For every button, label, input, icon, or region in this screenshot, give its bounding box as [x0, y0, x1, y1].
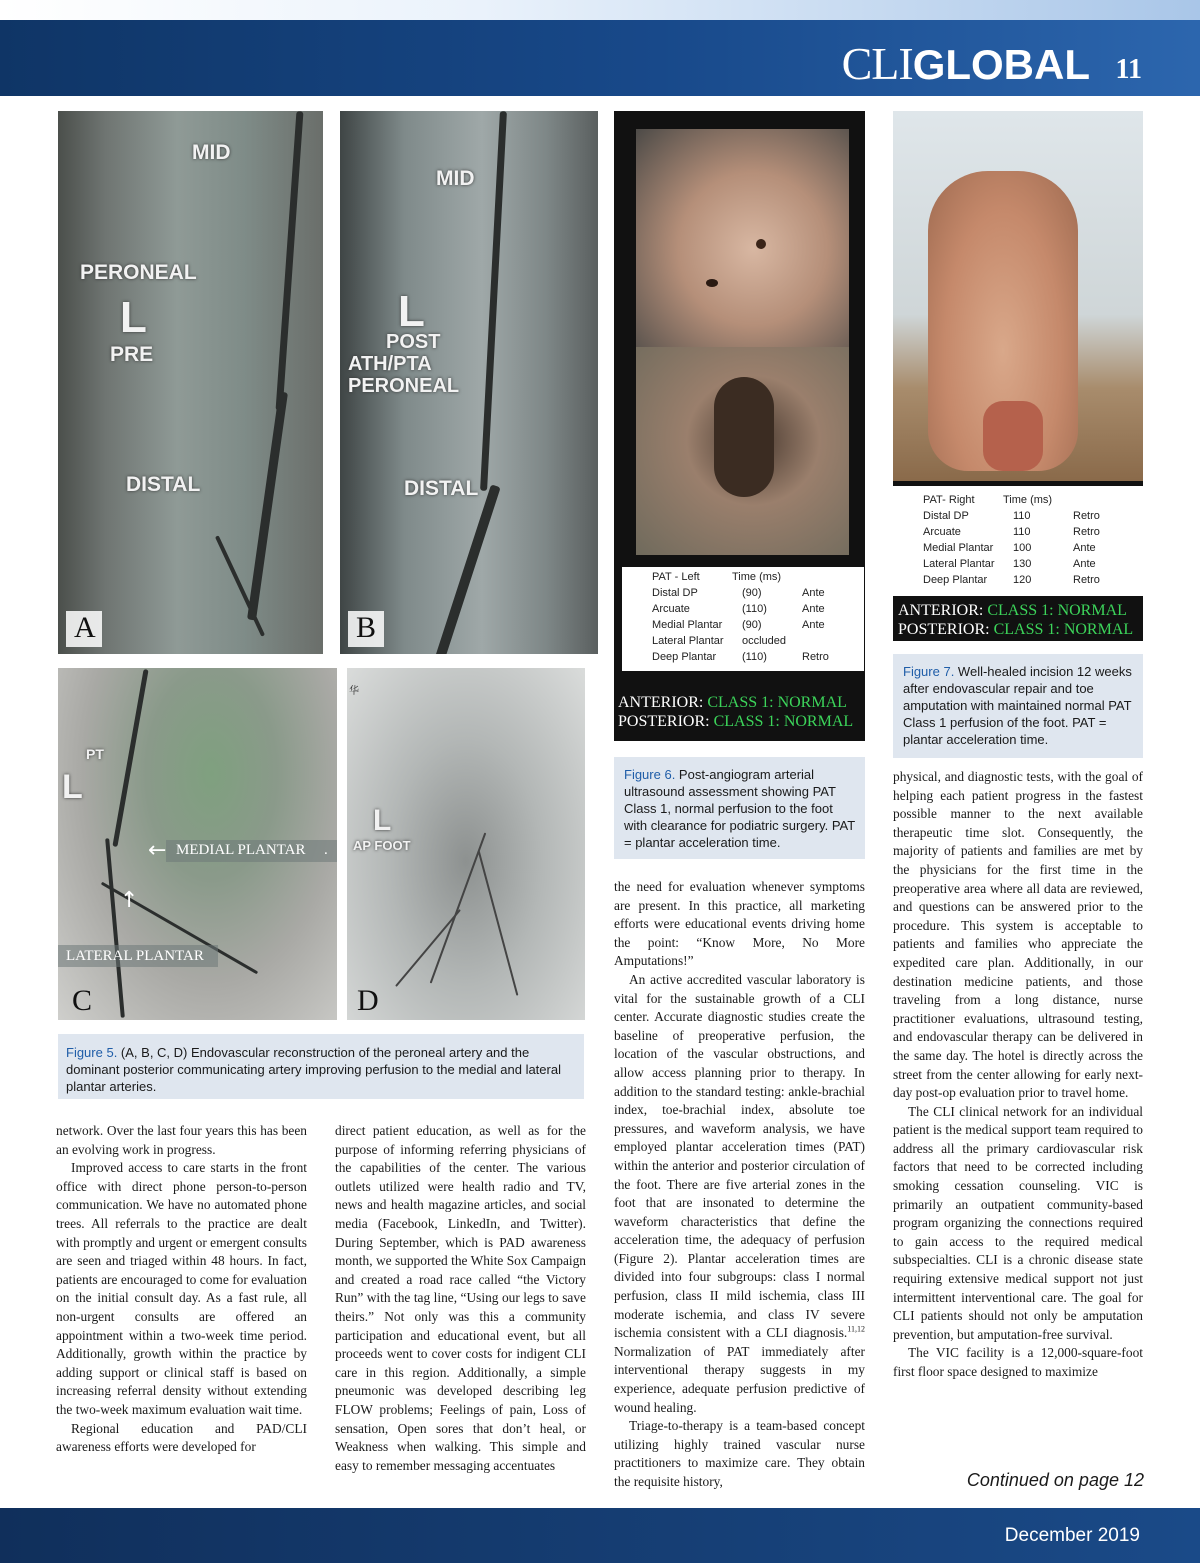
- figure6-posterior-class: [618, 712, 853, 732]
- figure7-foot-photo: [893, 111, 1143, 481]
- pat-header-artery: PAT- Right: [923, 494, 975, 506]
- panel-b-letter: B: [356, 611, 377, 644]
- pat-cell-time: (110): [742, 651, 767, 663]
- panel-a-label-peroneal: PERONEAL: [80, 261, 197, 284]
- panel-b-label-side: L: [398, 287, 425, 336]
- pat-table-row: [923, 572, 1135, 588]
- posterior-label: POSTERIOR:: [898, 621, 994, 638]
- anterior-label: ANTERIOR:: [898, 602, 988, 619]
- pat-cell-flow: Retro: [1073, 526, 1100, 538]
- pat-cell-artery: Deep Plantar: [923, 574, 988, 586]
- arrow-up-icon: ↑: [120, 888, 139, 913]
- figure6-caption-text: Post-angiogram arterial ultrasound assessment showing PAT Class 1, normal perfusion to the foot with clearance for podiatric surgery. PAT = plantar acceleration time.: [624, 767, 855, 850]
- logo-cli-text: CLI: [841, 38, 913, 89]
- article-paragraph: network. Over the last four years this has been an evolving work in progress.: [56, 1123, 307, 1157]
- article-paragraph: the need for evaluation whenever symptoms are present. In this practice, all marketing efforts were educational events driving home the point: “Know More, No More Amputations!”: [614, 879, 865, 969]
- figure6-anterior-class: [618, 693, 847, 713]
- pat-table-row: [652, 585, 856, 601]
- posterior-value: CLASS 1: NORMAL: [993, 621, 1134, 638]
- figure6-foot-photo-bottom: [636, 347, 849, 555]
- pat-cell-flow: Retro: [802, 651, 829, 663]
- pat-cell-time: 100: [1013, 542, 1032, 554]
- article-paragraph: [614, 971, 865, 1417]
- panel-d-corner-mark: 华: [349, 686, 359, 697]
- article-paragraph-text: An active accredited vascular laboratory is vital for the sustainable growth of a CLI center. Accurate diagnostic studies create the baseline of preoperative perfusion, the location of the vascular obstructions, and allow access planning prior to therapy. In addition to the standard testing: ankle-brachial index, toe-brachial index, absolute toe pressures, and waveform analysis, we have employed plantar acceleration times (PAT) within the anterior and posterior circulation of the foot. There are five arterial zones in the foot that are insonated to determine the waveform characteristics that define the acceleration time, the adequacy of perfusion (Figure 2). Plantar acceleration times are divided into four subgroups: class I normal perfusion, class II mild ischemia, class III moderate ischemia, and class IV severe ischemia consistent with a CLI diagnosis.: [614, 971, 865, 1341]
- arrow-left-icon: ←: [148, 838, 167, 863]
- panel-c-label-side: L: [62, 768, 83, 806]
- article-paragraph: Improved access to care starts in the front office with direct phone person-to-person communication. We have no automated phone trees. All referrals to the practice are dealt with promptly and urgent or emergent consults are seen and triaged within 48 hours. In fact, patients are encouraged to come for evaluation on the initial consult day. As a fast rule, all non-urgent consults are offered an appointment within a two-week time period. Additionally, growth within the practice by adding support or clinical staff is based on increasing referral density without extending the two-week maximum evaluation wait time.: [56, 1160, 307, 1417]
- panel-c-letter: C: [72, 984, 93, 1017]
- panel-b-label-distal: DISTAL: [404, 477, 479, 500]
- pat-table-row: [923, 540, 1135, 556]
- pat-cell-artery: Lateral Plantar: [923, 558, 995, 570]
- article-paragraph-text: Normalization of PAT immediately after interventional therapy suggests in my experience, adequate perfusion predictive of wound healing.: [614, 1343, 865, 1415]
- pat-table-row: [923, 556, 1135, 572]
- figure5-caption: [58, 1034, 584, 1099]
- pat-cell-artery: Arcuate: [923, 526, 961, 538]
- pat-cell-time: (90): [742, 587, 762, 599]
- panel-d-label-ap-foot: AP FOOT: [353, 838, 411, 853]
- article-column-4: [893, 768, 1143, 1382]
- pat-table-header-row: [923, 492, 1135, 508]
- panel-a-letter: A: [74, 611, 96, 644]
- issue-date: December 2019: [1004, 1525, 1140, 1546]
- page-number: 11: [1115, 54, 1142, 85]
- panel-c-label-pt: PT: [86, 746, 104, 762]
- article-paragraph: The VIC facility is a 12,000-square-foot first floor space designed to maximize: [893, 1345, 1143, 1379]
- panel-d-letter: D: [357, 984, 379, 1017]
- pat-header-artery: PAT - Left: [652, 571, 700, 583]
- pat-cell-time: 130: [1013, 558, 1032, 570]
- page-header-highlight: [0, 0, 1200, 20]
- pat-cell-time: 120: [1013, 574, 1032, 586]
- panel-d-label-side: L: [373, 804, 392, 837]
- panel-c-label-lateral-plantar: LATERAL PLANTAR: [66, 948, 204, 964]
- figure7-caption: [893, 654, 1143, 758]
- figure6-caption: [614, 757, 865, 859]
- citation-superscript: 11,12: [847, 1324, 865, 1334]
- pat-cell-time: 110: [1013, 510, 1031, 522]
- pat-cell-flow: Ante: [802, 619, 825, 631]
- article-paragraph: Regional education and PAD/CLI awareness efforts were developed for: [56, 1420, 307, 1455]
- pat-table-row: [923, 524, 1135, 540]
- pat-cell-artery: Medial Plantar: [923, 542, 994, 554]
- article-column-1: [56, 1122, 307, 1457]
- posterior-value: CLASS 1: NORMAL: [713, 713, 854, 730]
- continued-on-page-note: Continued on page 12: [966, 1470, 1144, 1490]
- panel-a-label-side: L: [120, 293, 147, 342]
- anterior-value: CLASS 1: NORMAL: [987, 602, 1127, 619]
- pat-table-row: [923, 508, 1135, 524]
- panel-a-label-pre: PRE: [110, 343, 154, 366]
- magazine-logo: [842, 38, 1090, 90]
- panel-b-label-ath-pta: ATH/PTA: [348, 353, 432, 375]
- article-paragraph: direct patient education, as well as for the purpose of informing referring physicians of the capabilities of the center. The various outlets utilized were health radio and TV, news and health magazine articles, and social media (Facebook, LinkedIn, and Twitter). During September, which is PAD awareness month, we supported the White Sox Campaign and created a road race called “the Victory Run” with the tag line, “Using our legs to save theirs.” Not only was this a community participation and educational event, but all proceeds went to cover costs for indigent CLI care in this region. Additionally, a simple pneumonic was developed describing leg FLOW problems; Feelings of pain, Loss of sensation, Open sores that don’t heal, or Weakness when walking. This simple and easy to remember messaging accentuates: [335, 1123, 586, 1473]
- article-paragraph: physical, and diagnostic tests, with the goal of helping each patient progress in the fastest possible manner to the next available therapeutic time slot. Consequently, the majority of patients and families are met by the physicians for the first time in the preoperative area where all data are reviewed, and questions can be answered prior to the procedure. This system is acceptable to patients and families who appreciate the expedited care plan. Additionally, in our destination medicine patients, and those traveling from a long distance, nurse practitioner evaluations, ultrasound testing, and endovascular therapy can be delivered in the same day. The hotel is directly across the street from the center allowing for early next-day post-op evaluation prior to travel home.: [893, 769, 1143, 1101]
- figure5-panel-c-angiogram: [58, 668, 337, 1020]
- figure5-panel-d-angiogram: [347, 668, 585, 1020]
- panel-b-label-peroneal: PERONEAL: [348, 375, 460, 397]
- logo-global-text: GLOBAL: [912, 41, 1090, 88]
- pat-cell-artery: Distal DP: [652, 587, 698, 599]
- panel-b-label-mid: MID: [436, 167, 475, 190]
- pat-header-time: Time (ms): [1003, 494, 1053, 506]
- article-column-2: [335, 1122, 586, 1475]
- figure6-caption-label: Figure 6.: [624, 767, 676, 782]
- article-column-3: [614, 878, 865, 1492]
- figure5-caption-label: Figure 5.: [66, 1045, 118, 1060]
- figure7-anterior-class: [898, 601, 1127, 621]
- article-paragraph: The CLI clinical network for an individual patient is the medical support team required to address all the primary cardiovascular risk factors that need to be corrected including smoking cessation counseling. VIC is primarily an outpatient community-based program organizing the connections required to gain access to the required medical subspecialties. CLI is a chronic disease state requiring extensive medical support not just intermittent interventional care. The goal for CLI patients should not only be amputation prevention, but amputation-free survival.: [893, 1103, 1143, 1342]
- figure6-pat-table: [622, 567, 864, 671]
- pat-cell-flow: Retro: [1073, 510, 1100, 522]
- panel-b-label-post: POST: [386, 331, 441, 353]
- anterior-value: CLASS 1: NORMAL: [707, 694, 847, 711]
- pat-cell-time: (110): [742, 603, 767, 615]
- figure6-photo-frame: [614, 111, 865, 741]
- anterior-label: ANTERIOR:: [618, 694, 708, 711]
- pat-cell-flow: Retro: [1073, 574, 1100, 586]
- panel-c-label-medial-plantar: MEDIAL PLANTAR: [176, 842, 306, 858]
- figure7-caption-text: Well-healed incision 12 weeks after endovascular repair and toe amputation with maintained normal PAT Class 1 perfusion of the foot. PAT = plantar acceleration time.: [903, 664, 1132, 747]
- pat-cell-flow: Ante: [802, 587, 825, 599]
- posterior-label: POSTERIOR:: [618, 713, 714, 730]
- figure7-posterior-class: [898, 620, 1133, 640]
- article-paragraph: Triage-to-therapy is a team-based concept utilizing highly trained vascular nurse practitioners to maximize care. They obtain the requisite history,: [614, 1418, 865, 1489]
- panel-a-label-distal: DISTAL: [126, 473, 201, 496]
- panel-a-label-mid: MID: [192, 141, 231, 164]
- pat-cell-artery: Medial Plantar: [652, 619, 723, 631]
- pat-cell-artery: Distal DP: [923, 510, 969, 522]
- figure7-photo-frame: [893, 111, 1143, 641]
- pat-cell-artery: Arcuate: [652, 603, 690, 615]
- pat-cell-time: (90): [742, 619, 762, 631]
- figure5-caption-text: (A, B, C, D) Endovascular reconstruction of the peroneal artery and the dominant posterior communicating artery improving perfusion to the medial and lateral plantar arteries.: [66, 1045, 561, 1094]
- pat-table-header-row: [652, 569, 856, 585]
- pat-table-row: [652, 633, 856, 649]
- pat-cell-time: occluded: [742, 635, 787, 647]
- pat-cell-flow: Ante: [1073, 542, 1096, 554]
- figure5-panel-b-angiogram: [340, 111, 598, 654]
- pat-header-time: Time (ms): [732, 571, 782, 583]
- pat-cell-time: 110: [1013, 526, 1031, 538]
- pat-table-row: [652, 617, 856, 633]
- pat-cell-artery: Deep Plantar: [652, 651, 717, 663]
- panel-c-label-dot: .: [324, 842, 328, 858]
- figure5-panel-a-angiogram: [58, 111, 323, 654]
- pat-cell-flow: Ante: [1073, 558, 1096, 570]
- pat-cell-flow: Ante: [802, 603, 825, 615]
- pat-table-row: [652, 649, 856, 665]
- figure7-pat-table: [893, 486, 1143, 596]
- figure7-caption-label: Figure 7.: [903, 664, 955, 679]
- figure6-foot-photo-top: [636, 129, 849, 347]
- pat-cell-artery: Lateral Plantar: [652, 635, 724, 647]
- pat-table-row: [652, 601, 856, 617]
